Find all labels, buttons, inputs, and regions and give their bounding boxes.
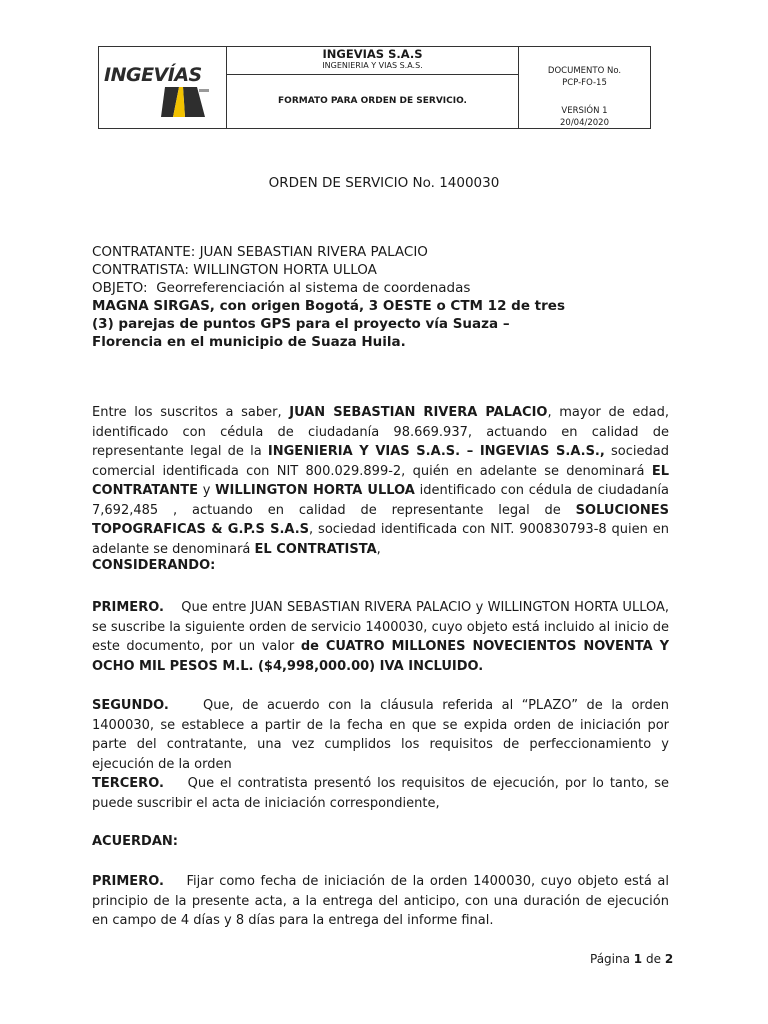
intro-text: , sociedad identificada con NIT. 900830793-8 quien en adelante se denominará — [92, 522, 669, 557]
acuerdan-primero-paragraph — [92, 872, 669, 931]
document-date: 20/04/2020 — [560, 118, 609, 128]
intro-text: y — [197, 483, 216, 498]
considerando-heading: CONSIDERANDO: — [92, 558, 216, 573]
primero-bold: de CUATRO MILLONES NOVECIENTOS NOVENTA Y OCHO MIL PESOS M.L. ($4,998,000.00) IVA INCLUIDO. — [92, 639, 669, 674]
form-title: FORMATO PARA ORDEN DE SERVICIO. — [278, 96, 467, 106]
company-block — [227, 47, 518, 75]
segundo-paragraph — [92, 696, 669, 774]
document-header — [98, 46, 651, 129]
header-center — [227, 47, 519, 128]
parties-block — [92, 243, 572, 351]
primero-paragraph — [92, 598, 669, 676]
document-code: PCP-FO-15 — [562, 78, 607, 88]
intro-text: identificado con cédula de ciudadanía 7,692,485 , actuando en calidad de representante legal de — [92, 483, 669, 518]
intro-text: , — [376, 541, 381, 557]
intro-text: , mayor de edad, identificado con cédula de ciudadanía 98.669.937, actuando en calidad de representante legal de la — [92, 405, 669, 459]
logo-text: INGEVÍAS — [104, 64, 202, 86]
primero-label: PRIMERO. — [92, 600, 164, 615]
intro-bold: WILLINGTON HORTA ULLOA — [215, 483, 415, 498]
tercero-label: TERCERO. — [92, 776, 164, 791]
contratante-line: CONTRATANTE: JUAN SEBASTIAN RIVERA PALACIO — [92, 244, 428, 260]
company-name: INGEVIAS S.A.S — [322, 47, 423, 61]
page-of: de — [645, 952, 661, 966]
contratista-line: CONTRATISTA: WILLINGTON HORTA ULLOA — [92, 262, 377, 278]
company-logo — [99, 47, 227, 128]
document-version: VERSIÓN 1 — [561, 106, 608, 116]
page-current: 1 — [633, 952, 643, 966]
intro-bold: EL CONTRATISTA — [254, 541, 377, 557]
objeto-label: OBJETO: — [92, 280, 148, 296]
tercero-text: Que el contratista presentó los requisitos de ejecución, por lo tanto, se puede suscribir el acta de iniciación correspondiente, — [92, 776, 669, 811]
acuerdan-primero-text: Fijar como fecha de iniciación de la orden 1400030, cuyo objeto está al principio de la presente acta, a la entrega del anticipo, con una duración de ejecución en campo de 4 días y 8 días para la entrega del informe final. — [92, 874, 670, 928]
objeto-first: Georreferenciación al sistema de coordenadas — [156, 280, 471, 296]
page-total: 2 — [664, 952, 674, 966]
intro-text: Entre los suscritos a saber, — [92, 405, 290, 420]
order-title: ORDEN DE SERVICIO No. 1400030 — [268, 175, 500, 191]
segundo-label: SEGUNDO. — [92, 698, 169, 713]
intro-bold: SOLUCIONES TOPOGRAFICAS & G.P.S S.A.S — [92, 502, 669, 537]
document-label: DOCUMENTO No. — [547, 66, 622, 76]
document-info — [519, 47, 650, 128]
tercero-paragraph — [92, 774, 669, 813]
acuerdan-primero-label: PRIMERO. — [92, 874, 164, 889]
intro-paragraph — [92, 403, 669, 559]
primero-text: Que entre JUAN SEBASTIAN RIVERA PALACIO y WILLINGTON HORTA ULLOA, se suscribe la siguiente orden de servicio 1400030, cuyo objeto está incluido al inicio de este documento, por un valor — [92, 600, 670, 654]
page-number — [590, 952, 673, 966]
intro-bold: EL CONTRATANTE — [92, 463, 669, 498]
page-word: Página — [590, 952, 630, 966]
objeto-rest: MAGNA SIRGAS, con origen Bogotá, 3 OESTE o CTM 12 de tres (3) parejas de puntos GPS para el proyecto vía Suaza – Florencia en el municipio de Suaza Huila. — [92, 298, 565, 350]
intro-bold: JUAN SEBASTIAN RIVERA PALACIO — [289, 405, 548, 420]
intro-bold: INGENIERIA Y VIAS S.A.S. – INGEVIAS S.A.S., — [267, 444, 605, 459]
road-logo-icon — [161, 87, 211, 119]
objeto-line — [92, 279, 572, 297]
intro-text: sociedad comercial identificada con NIT 800.029.899-2, quién en adelante se denominará — [92, 444, 669, 479]
segundo-text: Que, de acuerdo con la cláusula referida al “PLAZO” de la orden 1400030, se establece a partir de la fecha en que se expida orden de iniciación por parte del contratante, una vez cumplidos los requisitos de perfeccionamiento y ejecución de la orden — [92, 698, 670, 772]
acuerdan-heading: ACUERDAN: — [92, 834, 178, 849]
company-subtitle: INGENIERIA Y VIAS S.A.S. — [322, 61, 423, 70]
